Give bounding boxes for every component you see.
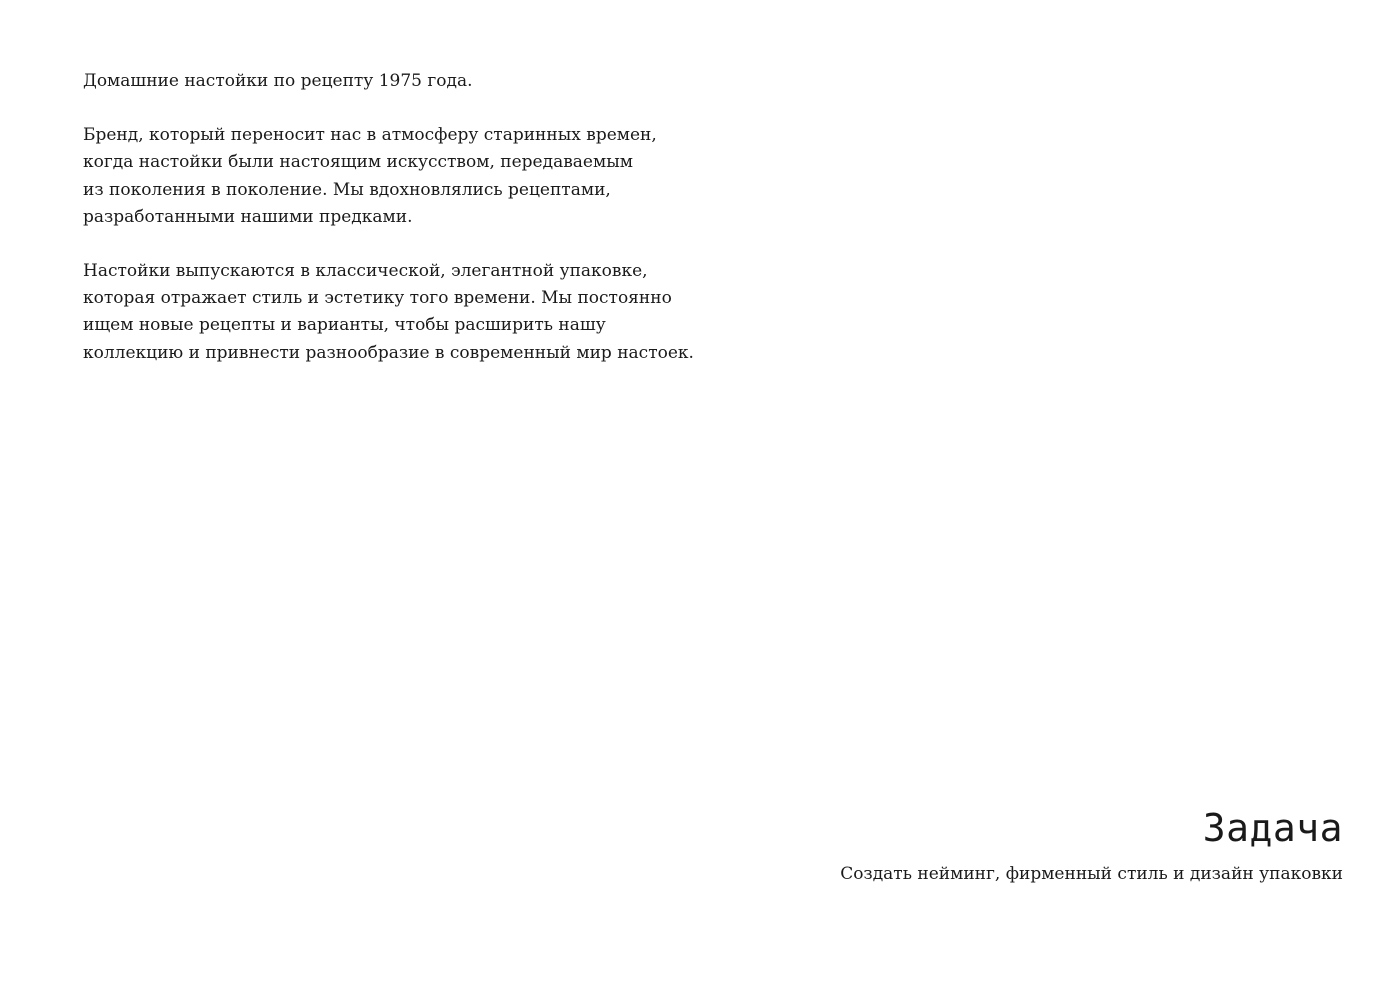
text-line: которая отражает стиль и эстетику того времени. Мы постоянно	[83, 288, 672, 309]
text-line: Бренд, который переносит нас в атмосферу старинных времен,	[83, 125, 657, 146]
text-line: из поколения в поколение. Мы вдохновлялись рецептами,	[83, 179, 611, 200]
text-line: коллекцию и привнести разнообразие в современный мир настоек.	[83, 342, 694, 363]
intro-text-block	[83, 68, 723, 367]
task-title: Задача	[1202, 806, 1343, 850]
task-block	[840, 806, 1343, 886]
task-description: Создать нейминг, фирменный стиль и дизайн упаковки	[840, 864, 1343, 884]
text-line: Домашние настойки по рецепту 1975 года.	[83, 71, 473, 91]
intro-paragraph-tagline	[83, 68, 723, 95]
text-line: разработанными нашими предками.	[83, 206, 413, 227]
text-line: ищем новые рецепты и варианты, чтобы расширить нашу	[83, 315, 606, 336]
intro-paragraph-packaging	[83, 258, 723, 367]
text-line: когда настойки были настоящим искусством, передаваемым	[83, 152, 633, 173]
text-line: Настойки выпускаются в классической, элегантной упаковке,	[83, 261, 648, 282]
intro-paragraph-brand	[83, 122, 723, 231]
